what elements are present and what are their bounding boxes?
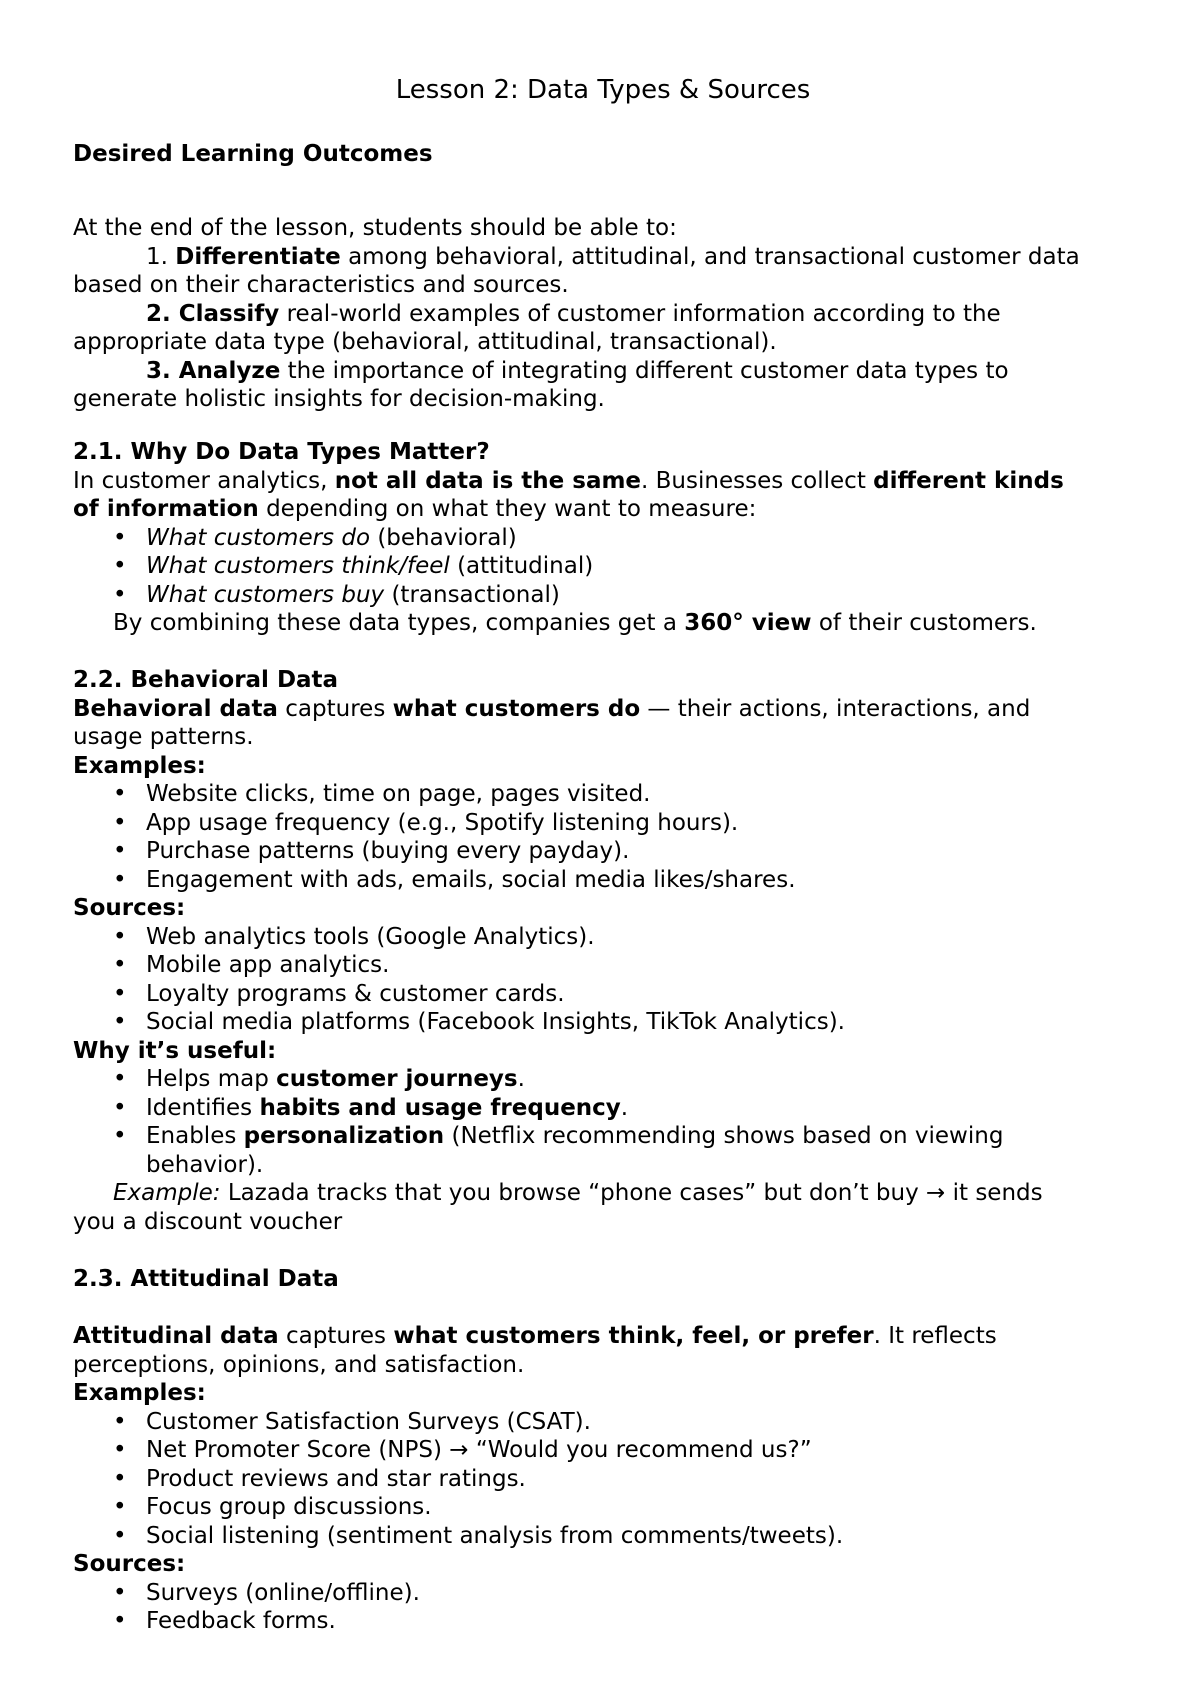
list-item-cont: behavior). bbox=[146, 1151, 264, 1178]
list-item: • Loyalty programs & customer cards. bbox=[113, 980, 565, 1007]
examples-label: Examples: bbox=[73, 1380, 206, 1406]
outcomes-heading: Desired Learning Outcomes bbox=[73, 141, 433, 167]
list-item: • Mobile app analytics. bbox=[113, 952, 390, 978]
outcomes-intro: At the end of the lesson, students should be able to: bbox=[73, 215, 677, 241]
outcomes-section bbox=[73, 140, 1153, 169]
paragraph-line: In customer analytics, not all data is the same. Businesses collect different kinds bbox=[73, 467, 1064, 494]
outcome-item: 1. Differentiate among behavioral, attitudinal, and transactional customer data bbox=[146, 243, 1080, 270]
examples-label: Examples: bbox=[73, 752, 206, 779]
list-item: • What customers do (behavioral) bbox=[113, 524, 517, 551]
outcome-item: 3. Analyze the importance of integrating different customer data types to bbox=[146, 357, 1009, 384]
section-2-3 bbox=[73, 1265, 1153, 1294]
section-2-1 bbox=[73, 438, 1153, 638]
section-heading: 2.1. Why Do Data Types Matter? bbox=[73, 439, 490, 465]
list-item: • Social media platforms (Facebook Insights, TikTok Analytics). bbox=[113, 1009, 845, 1035]
list-item: • Social listening (sentiment analysis from comments/tweets). bbox=[113, 1522, 844, 1549]
list-item: • Website clicks, time on page, pages visited. bbox=[113, 781, 651, 807]
sources-label: Sources: bbox=[73, 895, 186, 921]
section-2-2 bbox=[73, 666, 1153, 1236]
list-item: • Product reviews and star ratings. bbox=[113, 1465, 526, 1492]
list-item: • Enables personalization (Netflix recommending shows based on viewing bbox=[113, 1123, 1004, 1149]
list-item: • Net Promoter Score (NPS) → “Would you recommend us?” bbox=[113, 1437, 812, 1463]
outcome-item: 2. Classify real-world examples of customer information according to the bbox=[146, 300, 1001, 327]
section-heading: 2.2. Behavioral Data bbox=[73, 667, 339, 693]
useful-label: Why it’s useful: bbox=[73, 1037, 277, 1064]
list-item: • Surveys (online/offline). bbox=[113, 1579, 420, 1606]
list-item: • Helps map customer journeys. bbox=[113, 1066, 525, 1092]
outcomes-list bbox=[73, 214, 1153, 414]
list-item: • Web analytics tools (Google Analytics). bbox=[113, 923, 595, 950]
list-item: • Purchase patterns (buying every payday). bbox=[113, 838, 630, 864]
paragraph-line: By combining these data types, companies get a 360° view of their customers. bbox=[113, 610, 1037, 636]
list-item: • Feedback forms. bbox=[113, 1608, 336, 1634]
sources-label: Sources: bbox=[73, 1551, 186, 1577]
section-2-3-body bbox=[73, 1322, 1153, 1636]
list-item: • App usage frequency (e.g., Spotify listening hours). bbox=[113, 809, 739, 836]
list-item: • Customer Satisfaction Surveys (CSAT). bbox=[113, 1408, 591, 1435]
outcome-item-cont: appropriate data type (behavioral, attitudinal, transactional). bbox=[73, 329, 777, 355]
example-line-cont: you a discount voucher bbox=[73, 1208, 343, 1235]
outcome-item-cont: based on their characteristics and sources. bbox=[73, 272, 569, 298]
list-item: • What customers buy (transactional) bbox=[113, 581, 560, 608]
outcome-item-cont: generate holistic insights for decision-making. bbox=[73, 386, 605, 412]
paragraph-line: of information depending on what they want to measure: bbox=[73, 496, 757, 522]
lesson-title: Lesson 2: Data Types & Sources bbox=[395, 75, 811, 105]
paragraph-line: perceptions, opinions, and satisfaction. bbox=[73, 1351, 525, 1378]
list-item: • Identifies habits and usage frequency. bbox=[113, 1094, 629, 1121]
paragraph-line: usage patterns. bbox=[73, 724, 254, 750]
list-item: • What customers think/feel (attitudinal) bbox=[113, 553, 594, 579]
paragraph-line: Behavioral data captures what customers do — their actions, interactions, and bbox=[73, 695, 1031, 722]
paragraph-line: Attitudinal data captures what customers think, feel, or prefer. It reflects bbox=[73, 1323, 997, 1349]
section-heading: 2.3. Attitudinal Data bbox=[73, 1266, 339, 1292]
list-item: • Engagement with ads, emails, social media likes/shares. bbox=[113, 866, 796, 893]
list-item: • Focus group discussions. bbox=[113, 1494, 432, 1520]
example-line: Example: Lazada tracks that you browse “phone cases” but don’t buy → it sends bbox=[113, 1180, 1043, 1206]
